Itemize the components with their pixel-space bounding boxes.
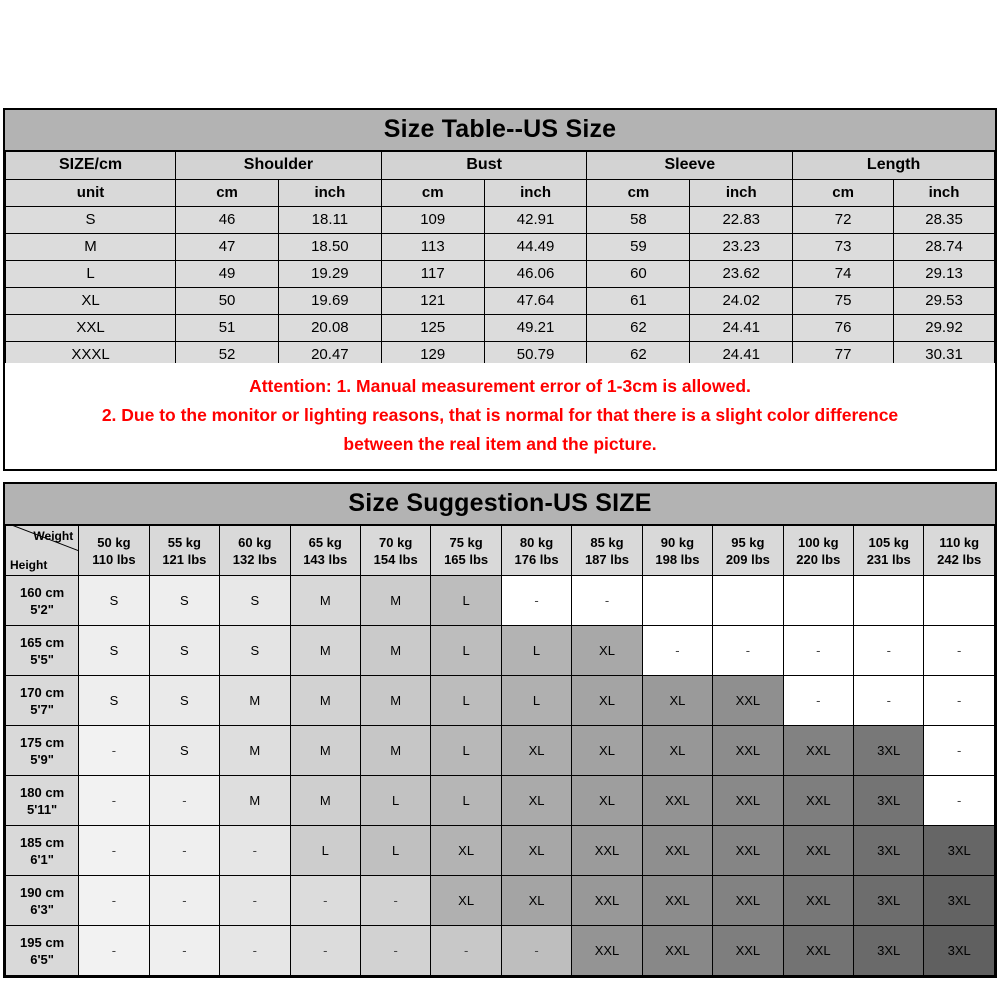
size-table-cell: 19.69 [278,288,381,315]
size-suggestion-cell: - [220,926,290,976]
size-suggestion-cell: XL [572,676,642,726]
size-suggestion-cell: - [854,676,924,726]
size-table-cell: 44.49 [484,234,587,261]
size-suggestion-cell: XXL [642,826,712,876]
weight-column-header: 70 kg 154 lbs [360,526,430,576]
height-row-header: 175 cm 5'9" [6,726,79,776]
size-table-cell: XL [6,288,176,315]
size-suggestion-cell: - [713,626,783,676]
size-table-cell: 73 [793,234,894,261]
size-table-cell: 60 [587,261,690,288]
size-suggestion-cell: XXL [783,726,853,776]
size-suggestion-cell: - [924,626,995,676]
size-suggestion-cell: S [220,626,290,676]
size-suggestion-cell: S [79,576,149,626]
size-suggestion-cell: L [431,676,501,726]
size-suggestion-cell: - [220,876,290,926]
size-table-cell: 109 [381,207,484,234]
size-suggestion-cell: - [79,876,149,926]
size-suggestion-cell: L [501,676,571,726]
size-suggestion-cell: - [79,726,149,776]
size-suggestion-cell: 3XL [854,876,924,926]
table-row [6,776,995,826]
size-suggestion-cell: M [360,626,430,676]
size-table-cell: 24.41 [690,315,793,342]
size-suggestion-cell: XL [642,676,712,726]
size-table-header-row [6,152,995,180]
size-suggestion-cell: - [501,926,571,976]
weight-column-header: 105 kg 231 lbs [854,526,924,576]
table-row [6,207,995,234]
size-suggestion-cell [713,576,783,626]
size-suggestion-cell: 3XL [854,826,924,876]
size-suggestion-cell: L [431,576,501,626]
size-table-cell: 59 [587,234,690,261]
size-suggestion-cell: S [149,726,219,776]
size-table-cell: 42.91 [484,207,587,234]
size-suggestion-cell: L [431,776,501,826]
size-suggestion-cell: M [220,776,290,826]
size-table-header-cell: Bust [381,152,587,180]
size-suggestion-cell: - [149,826,219,876]
size-table-cell: 29.92 [894,315,995,342]
size-table-cell: 52 [176,342,279,369]
size-table-cell: 47.64 [484,288,587,315]
size-table-cell: 19.29 [278,261,381,288]
table-row [6,626,995,676]
size-suggestion-cell: - [783,626,853,676]
size-suggestion-cell: L [360,776,430,826]
size-suggestion-cell: - [290,926,360,976]
size-suggestion-cell: XXL [642,876,712,926]
size-table-cell: 62 [587,342,690,369]
weight-column-header: 65 kg 143 lbs [290,526,360,576]
weight-column-header: 55 kg 121 lbs [149,526,219,576]
weight-height-corner-cell [6,526,79,576]
size-suggestion-cell: - [572,576,642,626]
size-suggestion-cell: M [360,676,430,726]
size-table-cell: 125 [381,315,484,342]
size-suggestion-cell: - [924,776,995,826]
size-suggestion-cell: XXL [713,826,783,876]
size-suggestion-cell: XL [572,776,642,826]
weight-column-header: 80 kg 176 lbs [501,526,571,576]
size-table-cell: 77 [793,342,894,369]
attention-line-2: 2. Due to the monitor or lighting reasons, that is normal for that there is a slight color difference [101,405,899,425]
size-suggestion-cell: - [854,626,924,676]
weight-column-header: 95 kg 209 lbs [713,526,783,576]
size-table-cell: 24.41 [690,342,793,369]
size-suggestion-cell: XXL [642,776,712,826]
size-suggestion-table [5,525,995,976]
size-suggestion-cell: M [290,726,360,776]
table-row [6,576,995,626]
table-row [6,315,995,342]
size-suggestion-cell: 3XL [854,776,924,826]
size-table-cell: 113 [381,234,484,261]
size-table-cell: 18.50 [278,234,381,261]
height-row-header: 180 cm 5'11" [6,776,79,826]
size-suggestion-cell: XL [501,776,571,826]
weight-column-header: 60 kg 132 lbs [220,526,290,576]
size-suggestion-cell: - [642,626,712,676]
size-suggestion-cell: XXL [783,926,853,976]
size-suggestion-cell [783,576,853,626]
size-table-cell: 74 [793,261,894,288]
size-table-cell: M [6,234,176,261]
size-table-cell: 49.21 [484,315,587,342]
size-table-unit-cell: inch [484,180,587,207]
weight-column-header: 75 kg 165 lbs [431,526,501,576]
size-suggestion-cell: - [290,876,360,926]
size-suggestion-cell: S [149,626,219,676]
size-table-unit-cell: unit [6,180,176,207]
size-table-cell: 29.53 [894,288,995,315]
table-row [6,926,995,976]
height-row-header: 165 cm 5'5" [6,626,79,676]
size-table-cell: 49 [176,261,279,288]
size-suggestion-cell: - [79,776,149,826]
size-suggestion-cell: - [79,826,149,876]
size-table-title: Size Table--US Size [5,110,995,151]
size-table-unit-cell: inch [690,180,793,207]
size-suggestion-cell: XL [501,876,571,926]
size-suggestion-cell: XL [642,726,712,776]
size-suggestion-cell: L [501,626,571,676]
size-table-cell: 30.31 [894,342,995,369]
size-suggestion-cell: S [79,676,149,726]
size-table-cell: 29.13 [894,261,995,288]
size-table-cell: S [6,207,176,234]
size-suggestion-cell: S [149,576,219,626]
size-suggestion-cell: - [149,776,219,826]
size-suggestion-cell: - [783,676,853,726]
size-suggestion-block [3,482,997,978]
size-suggestion-cell: 3XL [854,926,924,976]
size-table-header-cell: Sleeve [587,152,793,180]
size-table-unit-cell: inch [894,180,995,207]
size-table-header-cell: Length [793,152,995,180]
size-suggestion-cell: XL [431,826,501,876]
size-suggestion-cell: XXL [642,926,712,976]
size-suggestion-cell: L [431,726,501,776]
size-suggestion-cell: XXL [713,776,783,826]
size-suggestion-cell: XXL [713,926,783,976]
size-table-cell: 23.62 [690,261,793,288]
size-suggestion-cell: XXL [783,876,853,926]
size-suggestion-cell: 3XL [924,826,995,876]
table-row [6,676,995,726]
size-table-cell: 129 [381,342,484,369]
size-suggestion-cell: XXL [713,726,783,776]
size-table-cell: 24.02 [690,288,793,315]
size-suggestion-cell: M [290,576,360,626]
size-table-cell: 117 [381,261,484,288]
size-table-cell: 51 [176,315,279,342]
size-table-unit-row [6,180,995,207]
size-table-unit-cell: cm [793,180,894,207]
size-suggestion-cell: M [360,726,430,776]
table-row [6,261,995,288]
weight-column-header: 90 kg 198 lbs [642,526,712,576]
table-row [6,876,995,926]
size-table-cell: 61 [587,288,690,315]
size-table-cell: 20.47 [278,342,381,369]
height-row-header: 185 cm 6'1" [6,826,79,876]
size-suggestion-cell: XXL [783,776,853,826]
size-suggestion-cell: XL [572,626,642,676]
size-suggestion-title: Size Suggestion-US SIZE [5,484,995,525]
size-suggestion-cell: S [220,576,290,626]
size-table-unit-cell: inch [278,180,381,207]
size-suggestion-cell: - [149,876,219,926]
size-table-cell: 46.06 [484,261,587,288]
size-suggestion-cell: 3XL [854,726,924,776]
size-table-cell: L [6,261,176,288]
table-row [6,288,995,315]
suggestion-header-row [6,526,995,576]
size-suggestion-cell: 3XL [924,876,995,926]
size-table-cell: 76 [793,315,894,342]
weight-column-header: 50 kg 110 lbs [79,526,149,576]
table-row [6,826,995,876]
size-suggestion-cell: XL [501,726,571,776]
attention-line-3: between the real item and the picture. [343,434,657,454]
table-row [6,726,995,776]
size-suggestion-cell: M [290,776,360,826]
size-suggestion-cell: M [360,576,430,626]
corner-height-label: Height [10,558,48,572]
size-suggestion-cell: - [431,926,501,976]
size-table-unit-cell: cm [587,180,690,207]
size-table-cell: 72 [793,207,894,234]
height-row-header: 195 cm 6'5" [6,926,79,976]
size-suggestion-cell: L [360,826,430,876]
size-suggestion-cell: XXL [572,876,642,926]
weight-column-header: 85 kg 187 lbs [572,526,642,576]
size-table-cell: 20.08 [278,315,381,342]
size-suggestion-cell: S [79,626,149,676]
size-table-unit-cell: cm [176,180,279,207]
size-suggestion-cell [924,576,995,626]
size-suggestion-cell: XXL [783,826,853,876]
size-table-cell: XXXL [6,342,176,369]
size-suggestion-cell: - [360,926,430,976]
size-table-block [3,108,997,371]
size-table-cell: 50.79 [484,342,587,369]
size-suggestion-cell: XL [431,876,501,926]
size-suggestion-cell: - [924,676,995,726]
size-suggestion-cell: 3XL [924,926,995,976]
size-suggestion-cell: M [220,726,290,776]
size-table-header-cell: SIZE/cm [6,152,176,180]
size-suggestion-cell: L [431,626,501,676]
size-table-cell: 75 [793,288,894,315]
weight-column-header: 100 kg 220 lbs [783,526,853,576]
size-table-unit-cell: cm [381,180,484,207]
size-table-cell: 50 [176,288,279,315]
size-suggestion-cell [854,576,924,626]
size-table-cell: 18.11 [278,207,381,234]
size-suggestion-cell: XXL [713,876,783,926]
size-suggestion-cell: M [290,676,360,726]
size-table-cell: 23.23 [690,234,793,261]
size-suggestion-cell: S [149,676,219,726]
size-suggestion-cell: XXL [713,676,783,726]
size-suggestion-cell: - [360,876,430,926]
size-suggestion-cell: - [79,926,149,976]
size-suggestion-cell: - [924,726,995,776]
size-table [5,151,995,369]
size-table-cell: 47 [176,234,279,261]
size-suggestion-cell: XXL [572,826,642,876]
size-table-cell: 28.74 [894,234,995,261]
height-row-header: 190 cm 6'3" [6,876,79,926]
height-row-header: 170 cm 5'7" [6,676,79,726]
height-row-header: 160 cm 5'2" [6,576,79,626]
size-table-cell: 28.35 [894,207,995,234]
size-table-cell: 58 [587,207,690,234]
size-table-cell: 22.83 [690,207,793,234]
size-suggestion-cell: XL [572,726,642,776]
size-suggestion-cell: L [290,826,360,876]
corner-weight-label: Weight [33,529,74,543]
size-suggestion-cell: XXL [572,926,642,976]
attention-block [3,363,997,471]
size-table-cell: 121 [381,288,484,315]
table-row [6,234,995,261]
size-suggestion-cell: M [220,676,290,726]
size-suggestion-cell: - [149,926,219,976]
size-suggestion-cell: - [220,826,290,876]
size-suggestion-cell [642,576,712,626]
size-suggestion-cell: XL [501,826,571,876]
size-table-cell: 46 [176,207,279,234]
weight-column-header: 110 kg 242 lbs [924,526,995,576]
size-table-header-cell: Shoulder [176,152,382,180]
size-table-cell: 62 [587,315,690,342]
size-suggestion-cell: M [290,626,360,676]
attention-line-1: Attention: 1. Manual measurement error of 1-3cm is allowed. [249,376,751,396]
size-table-cell: XXL [6,315,176,342]
size-suggestion-cell: - [501,576,571,626]
